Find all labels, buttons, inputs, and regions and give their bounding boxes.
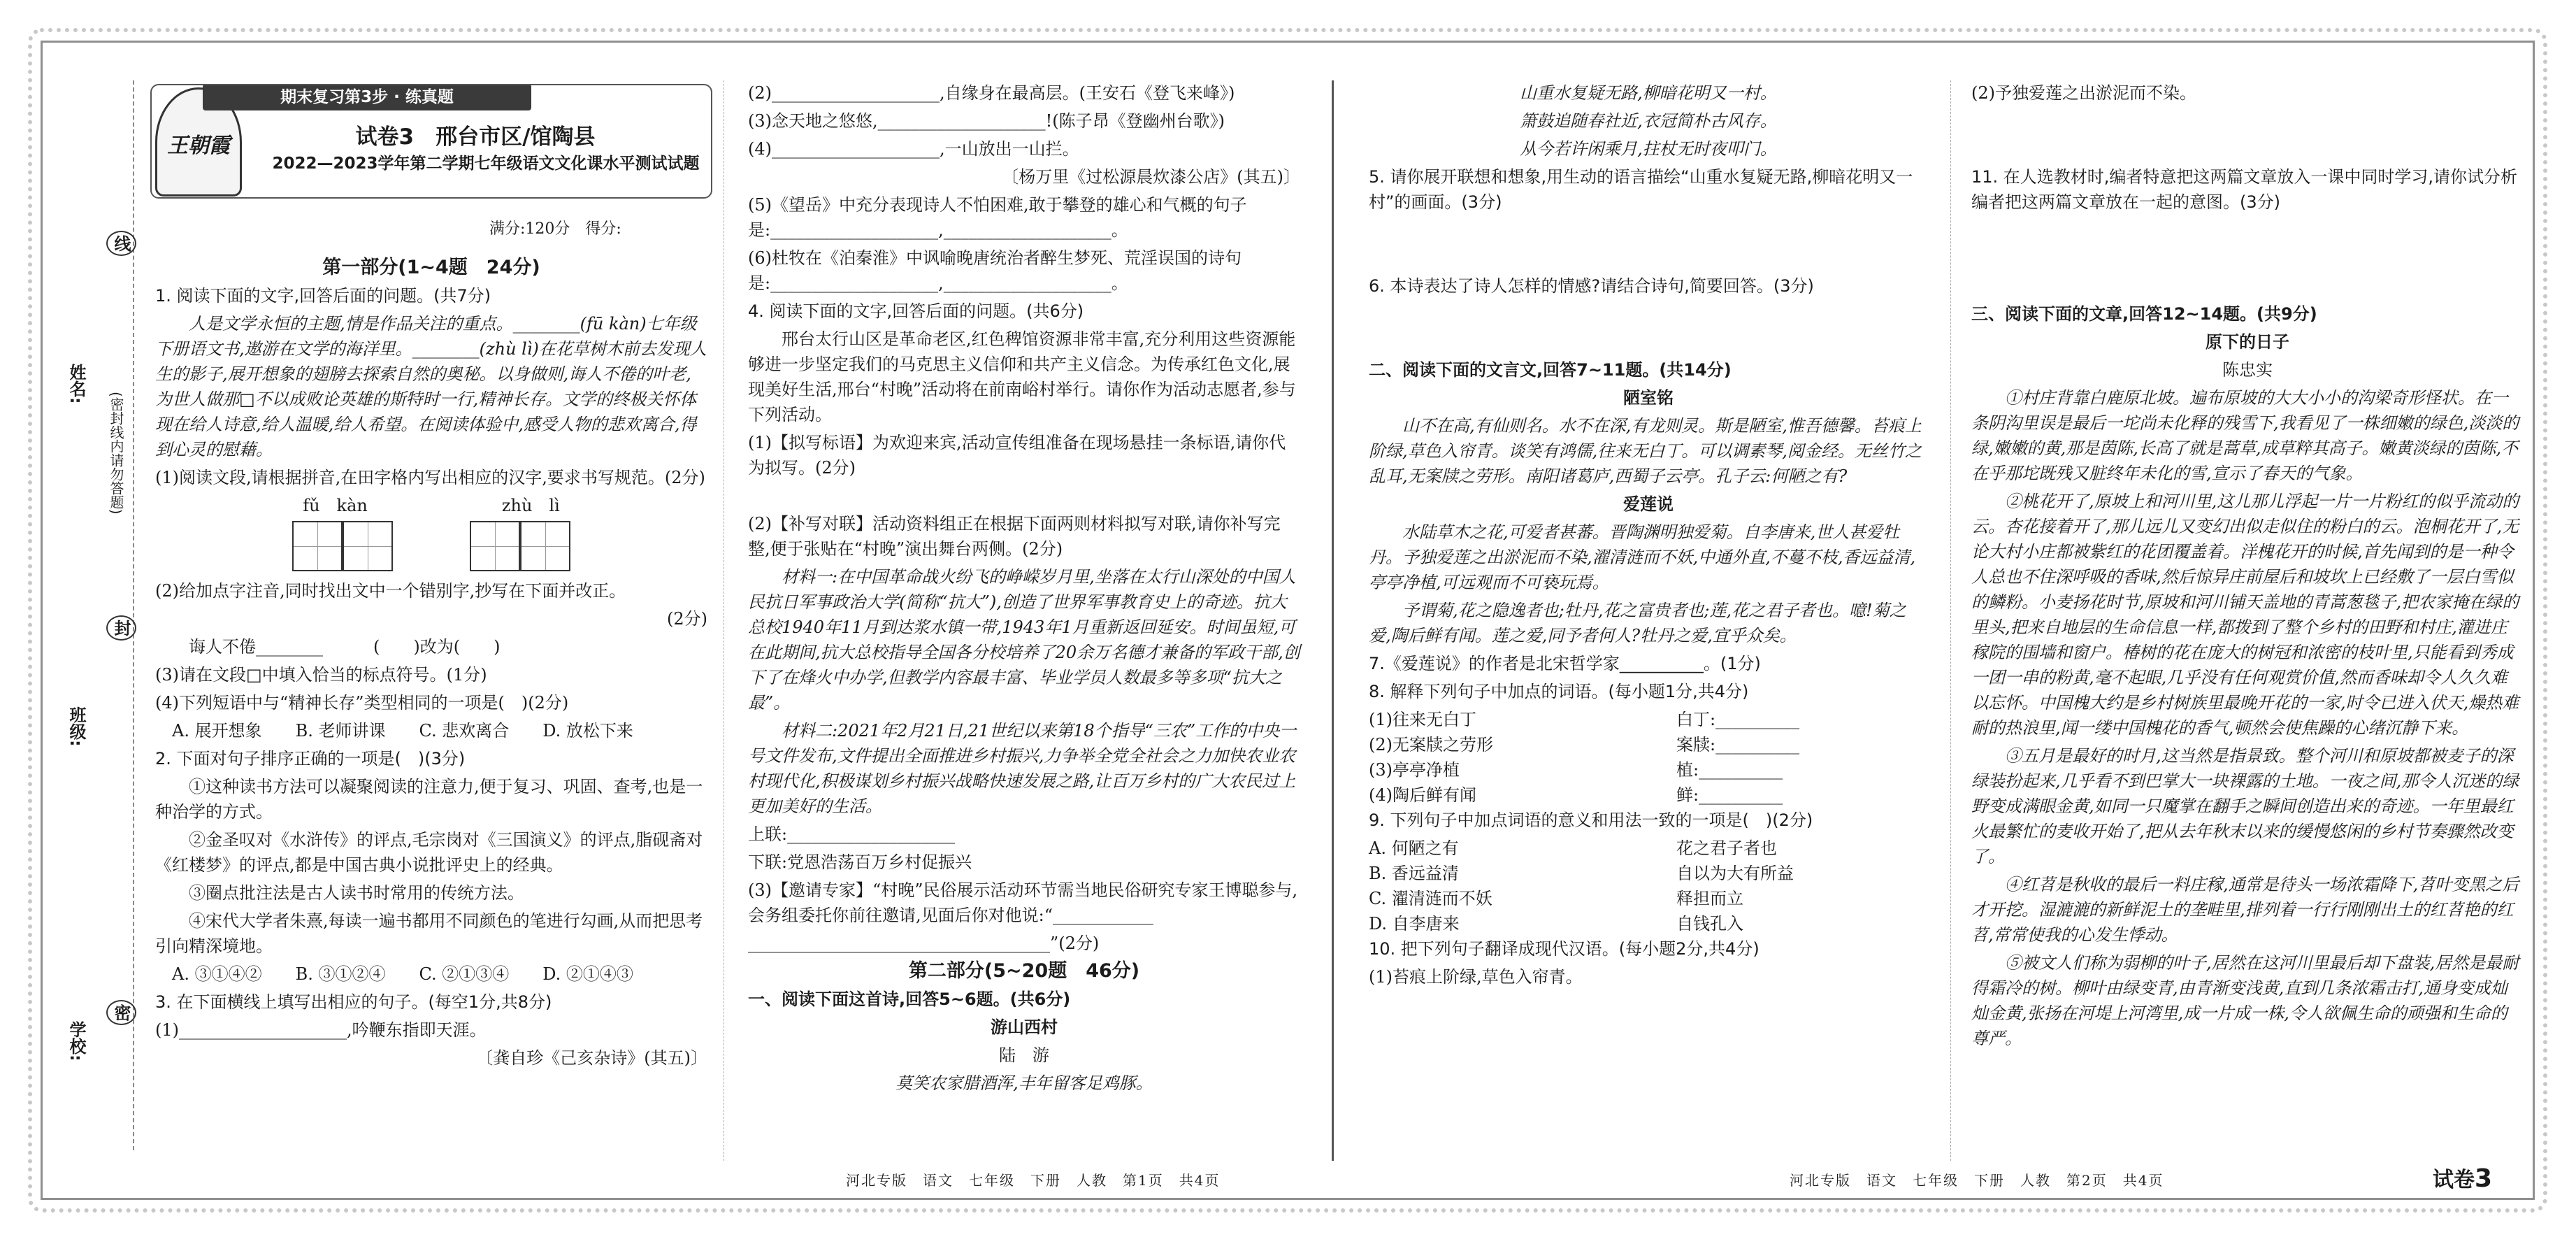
paragraph <box>1971 217 2524 243</box>
paragraph: 5. 请你展开联想和想象,用生动的语言描绘“山重水复疑无路,柳暗花明又一村”的画面。(3分) <box>1369 167 1913 212</box>
paragraph: (3)【邀请专家】“村晚”民俗展示活动环节需当地民俗研究专家王博聪参与,会务组委托你前往邀请,见面后你对他说:“____________ <box>748 880 1298 925</box>
paragraph: ③五月是最好的时月,这当然是指景致。整个河川和原坡都被麦子的深绿装扮起来,几乎看不到巴掌大一块裸露的土地。一夜之间,那令人沉迷的绿野变成满眼金黄,如同一只魔掌在翻手之瞬间创造出来的奇迹。一年里最红火最繁忙的麦收开始了,把从去年秋末以来的缓慢悠闲的乡村节奏骤然改变了。 <box>1971 746 2519 866</box>
option-cell: 植:__________ <box>1676 760 1783 780</box>
option-cell: 自钱孔入 <box>1676 914 1743 934</box>
writing-cell <box>520 521 570 571</box>
option-cell: (1)往来无白丁 <box>1369 710 1476 729</box>
paragraph: ②金圣叹对《水浒传》的评点,毛宗岗对《三国演义》的评点,脂砚斋对《红楼梦》的评点,都是中国古典小说批评史上的经典。 <box>155 830 703 875</box>
column-divider <box>1332 80 1334 1161</box>
option-row <box>1369 886 1928 911</box>
option-cell: A. 何陋之有 <box>1369 838 1459 858</box>
paragraph: (2)予独爱莲之出淤泥而不染。 <box>1971 83 2196 103</box>
paragraph: 7.《爱莲说》的作者是北宋哲学家__________。(1分) <box>1369 654 1761 673</box>
column-2 <box>748 80 1300 1099</box>
paragraph: (6)杜牧在《泊秦淮》中讽喻晚唐统治者醉生梦死、荒淫误国的诗句是:____________________,____________________。 <box>748 248 1242 293</box>
paragraph: 水陆草木之花,可爱者甚蕃。晋陶渊明独爱菊。自李唐来,世人甚爱牡丹。予独爱莲之出淤泥而不染,濯清涟而不妖,中通外直,不蔓不枝,香远益清,亭亭净植,可远观而不可亵玩焉。 <box>1369 522 1916 592</box>
paragraph: 爱莲说 <box>1623 494 1674 514</box>
paragraph: 从今若许闲乘月,拄杖无时夜叩门。 <box>1520 139 1777 159</box>
binding-note: (密封线内请勿答题) <box>108 392 124 515</box>
paragraph: 11. 在人选教材时,编者特意把这两篇文章放入一课中同时学习,请你试分析编者把这两篇文章放在一起的意图。(3分) <box>1971 167 2518 212</box>
option-row <box>1369 911 1928 936</box>
seal-line-text: 线 <box>106 231 136 256</box>
paragraph: 4. 阅读下面的文字,回答后面的问题。(共6分) <box>748 301 1084 321</box>
paragraph: 第二部分(5~20题 46分) <box>908 960 1140 982</box>
paragraph: ③圈点批注法是古人读书时常用的传统方法。 <box>189 883 524 903</box>
paragraph: ④红苕是秋收的最后一料庄稼,通常是待头一场浓霜降下,苕叶变黑之后才开挖。湿漉漉的新鲜泥土的垄畦里,排列着一行行刚刚出土的红苕艳的红苕,常常使我的心发生悸动。 <box>1971 875 2519 945</box>
paragraph: 6. 本诗表达了诗人怎样的情感?请结合诗句,简要回答。(3分) <box>1369 276 1814 296</box>
paragraph: (1)阅读文段,请根据拼音,在田字格内写出相应的汉字,要求书写规范。(2分) <box>155 468 705 487</box>
column-4 <box>1971 80 2524 1054</box>
writing-cell <box>343 521 393 571</box>
option-cell: (2)无案牍之劳形 <box>1369 735 1493 755</box>
paragraph: 材料二:2021年2月21日,21世纪以来第18个指导“三农”工作的中央一号文件发布,文件提出全面推进乡村振兴,力争举全党全社会之力加快农业农村现代化,积极谋划乡村振兴战略快速发展之路,让百万乡村的广大农民过上更加美好的生活。 <box>748 721 1297 816</box>
column-1 <box>155 255 707 1073</box>
paragraph: 下联:党恩浩荡百万乡村促振兴 <box>748 852 972 872</box>
paragraph: 〔龚自珍《己亥杂诗》(其五)〕 <box>476 1048 707 1068</box>
paper-title: 试卷3 邢台市区/馆陶县 <box>355 124 596 150</box>
option-row <box>1369 757 1928 782</box>
option-cell: B. 香远益清 <box>1369 864 1459 883</box>
paragraph: ②桃花开了,原坡上和河川里,这儿那儿浮起一片一片粉红的似乎流动的云。杏花接着开了,那儿远儿又变幻出似走似住的粉白的云。泡桐花开了,无论大村小庄都被紫红的花团覆盖着。洋槐花开的时候,首先闻到的是一种令人总也不住深呼吸的香味,然后惊异庄前屋后和坡坎上已经敷了一层白雪似的鳞粉。小麦扬花时节,原坡和河川铺天盖地的青蒿葱毯子,把农家掩在绿的里头,把来自地层的生命信息一样,都拨到了整个乡村的田野和村庄,灌进庄稼院的围墙和窗户。椿树的花在庞大的树冠和浓密的枝叶里,只能看到秀成一团一串的粉黄,毫不起眼,几乎没有任何观赏价值,然而香味却令人久久难以忘怀。中国槐大约是乡村树族里最晚开花的一家,时令已进入伏天,燥热难耐的热浪里,闻一缕中国槐花的香气,顿然会使焦躁的心绪沉静下来。 <box>1971 492 2519 738</box>
paragraph: (2)给加点字注音,同时找出文中一个错别字,抄写在下面并改正。 <box>155 581 626 601</box>
paragraph: 原下的日子 <box>2206 332 2289 352</box>
option-cell: 白丁:__________ <box>1676 710 1800 729</box>
paper-subtitle: 2022—2023学年第二学期七年级语文文化课水平测试试题 <box>272 155 700 173</box>
paragraph: 陈忠实 <box>2222 360 2273 380</box>
paragraph: 陆 游 <box>999 1045 1049 1065</box>
paragraph <box>1971 136 2524 162</box>
publisher-logo: 王朝霞 <box>155 87 242 196</box>
seal-seal-text: 封 <box>106 615 136 641</box>
paragraph: 箫鼓追随春社近,衣冠简朴古风存。 <box>1520 111 1777 131</box>
paragraph: (4)____________________,一山放出一山拦。 <box>748 139 1079 159</box>
paragraph <box>1971 245 2524 271</box>
footer-page-2: 河北专版 语文 七年级 下册 人教 第2页 共4页 <box>1790 1172 2164 1189</box>
paragraph: (4)下列短语中与“精神长存”类型相同的一项是( )(2分) <box>155 693 569 713</box>
paragraph: fǔ kàn zhù lì <box>303 496 560 515</box>
paragraph: 游山西村 <box>991 1017 1058 1037</box>
option-cell: 自以为大有所益 <box>1676 864 1794 883</box>
school-label: 学校: <box>66 1021 86 1061</box>
paragraph: 1. 阅读下面的文字,回答后面的问题。(共7分) <box>155 286 491 306</box>
paragraph: 〔杨万里《过松源晨炊漆公店》(其五)〕 <box>1002 167 1300 187</box>
paragraph <box>748 483 1300 508</box>
paragraph <box>1369 217 1928 243</box>
option-cell: C. 濯清涟而不妖 <box>1369 889 1492 908</box>
column-3 <box>1369 80 1928 992</box>
writing-cell <box>292 521 343 571</box>
paragraph: 山重水复疑无路,柳暗花明又一村。 <box>1520 83 1777 103</box>
option-cell: 释担而立 <box>1676 889 1743 908</box>
name-label: 姓名: <box>66 364 86 404</box>
paragraph: 材料一:在中国革命战火纷飞的峥嵘岁月里,坐落在太行山深处的中国人民抗日军事政治大学(简称“抗大”),创造了世界军事教育史上的奇迹。抗大总校1940年11月到达浆水镇一带,1943年1月重新返回延安。时间虽短,可在此期间,抗大总校指导全国各分校培养了20余万名德才兼备的军政干部,创下了在烽火中办学,但教学内容最丰富、毕业学员人数最多等多项“抗大之最”。 <box>748 567 1300 713</box>
paragraph <box>1971 273 2524 299</box>
paragraph: 二、阅读下面的文言文,回答7~11题。(共14分) <box>1369 360 1732 380</box>
paragraph: 三、阅读下面的文章,回答12~14题。(共9分) <box>1971 304 2317 324</box>
paragraph: (5)《望岳》中充分表现诗人不怕困难,敢于攀登的雄心和气概的句子是:____________________,____________________。 <box>748 195 1247 240</box>
paragraph: A. 展开想象 B. 老师讲课 C. 悲欢离合 D. 放松下来 <box>155 721 633 741</box>
option-cell: 鲜:__________ <box>1676 785 1783 805</box>
option-cell: 案牍:__________ <box>1676 735 1800 755</box>
option-row <box>1369 732 1928 757</box>
paragraph: 2. 下面对句子排序正确的一项是( )(3分) <box>155 749 466 769</box>
paragraph: 山不在高,有仙则名。水不在深,有龙则灵。斯是陋室,惟吾德馨。苔痕上阶绿,草色入帘青。谈笑有鸿儒,往来无白丁。可以调素琴,阅金经。无丝竹之乱耳,无案牍之劳形。南阳诸葛庐,西蜀子云亭。孔子云:何陋之有? <box>1369 416 1922 486</box>
option-row <box>1369 782 1928 808</box>
option-row <box>1369 861 1928 886</box>
score-line: 满分:120分 得分: <box>489 220 621 238</box>
paragraph <box>1369 329 1928 355</box>
footer-page-1: 河北专版 语文 七年级 下册 人教 第1页 共4页 <box>846 1172 1221 1189</box>
paragraph: 第一部分(1~4题 24分) <box>322 257 540 278</box>
paragraph: 3. 在下面横线上填写出相应的句子。(每空1分,共8分) <box>155 992 552 1012</box>
paragraph: 8. 解释下列句子中加点的词语。(每小题1分,共4分) <box>1369 682 1749 701</box>
paragraph: A. ③①④② B. ③①②④ C. ②①③④ D. ②①④③ <box>155 964 633 984</box>
option-row <box>1369 836 1928 861</box>
paragraph: ①这种读书方法可以凝聚阅读的注意力,便于复习、巩固、查考,也是一种治学的方式。 <box>155 777 703 822</box>
paragraph: 莫笑农家腊酒浑,丰年留客足鸡豚。 <box>895 1073 1153 1093</box>
paragraph: (1)苔痕上阶绿,草色入帘青。 <box>1369 967 1583 987</box>
paragraph: (2)____________________,自缘身在最高层。(王安石《登飞来峰》) <box>748 83 1235 103</box>
class-label: 班级: <box>66 706 86 747</box>
paragraph: (1)【拟写标语】为欢迎来宾,活动宣传组准备在现场悬挂一条标语,请你代为拟写。(2分) <box>748 433 1286 478</box>
paragraph: (3)念天地之悠悠,____________________!(陈子昂《登幽州台歌》) <box>748 111 1225 131</box>
paragraph: 上联:____________________ <box>748 824 956 844</box>
paragraph: 一、阅读下面这首诗,回答5~6题。(共6分) <box>748 989 1071 1009</box>
paragraph <box>1971 108 2524 134</box>
paragraph: 10. 把下列句子翻译成现代汉语。(每小题2分,共4分) <box>1369 939 1760 959</box>
paragraph: ①村庄背靠白鹿原北坡。遍布原坡的大大小小的沟梁奇形怪状。在一条阴沟里误是最后一坨尚未化释的残雪下,我看见了一株细嫩的绿色,淡淡的绿,嫩嫩的黄,那是茵陈,长高了就是蒿草,成草粹其高子。嫩黄淡绿的茵陈,不在乎那坨既残又脏终年未化的雪,宣示了春天的气象。 <box>1971 388 2519 483</box>
paragraph: 予谓菊,花之隐逸者也;牡丹,花之富贵者也;莲,花之君子者也。噫!菊之爱,陶后鲜有闻。莲之爱,同予者何人?牡丹之爱,宜乎众矣。 <box>1369 601 1906 645</box>
option-row <box>1369 707 1928 732</box>
paragraph: (2分) <box>667 609 707 629</box>
pinyin-writing-grid <box>155 521 707 578</box>
option-cell: (4)陶后鲜有闻 <box>1369 785 1476 805</box>
paragraph: 人是文学永恒的主题,情是作品关注的重点。________(fū kàn)七年级下册语文书,遨游在文学的海洋里。________(zhù lì)在花草树木前去发现人生的影子,展开想象的翅膀去探索自然的奥秘。以身做则,诲人不倦的叶老,为世人做那□不以成败论英雄的斯特时一行,精神长存。文学的终极关怀体现在给人诗意,给人温暖,给人希望。在阅读体验中,感受人物的悲欢离合,得到心灵的慰藉。 <box>155 314 707 459</box>
writing-cell <box>470 521 520 571</box>
option-cell: (3)亭亭净植 <box>1369 760 1460 780</box>
option-cell: 花之君子者也 <box>1676 838 1777 858</box>
paragraph: ④宋代大学者朱熹,每读一遍书都用不同颜色的笔进行勾画,从而把思考引向精深境地。 <box>155 911 703 956</box>
review-step-badge: 期末复习第3步 · 练真题 <box>203 84 531 110</box>
paragraph <box>1369 245 1928 271</box>
column-divider <box>1950 80 1951 1161</box>
paragraph: ____________________________________”(2分) <box>748 934 1100 953</box>
paper-number: 试卷3 <box>2433 1164 2493 1193</box>
paragraph: (3)请在文段□中填入恰当的标点符号。(1分) <box>155 665 487 685</box>
paragraph: (2)【补写对联】活动资料组正在根据下面两则材料拟写对联,请你补写完整,便于张贴在“村晚”演出舞台两侧。(2分) <box>748 514 1281 559</box>
paragraph: 9. 下列句子中加点词语的意义和用法一致的一项是( )(2分) <box>1369 810 1813 830</box>
option-cell: D. 自李唐来 <box>1369 914 1460 934</box>
paragraph: 邢台太行山区是革命老区,红色稗馆资源非常丰富,充分利用这些资源能够进一步坚定我们的马克思主义信仰和共产主义信念。为传承红色文化,展现美好生活,邢台“村晚”活动将在前南峪村举行。请你作为活动志愿者,参与下列活动。 <box>748 329 1296 424</box>
paragraph: ⑤被文人们称为弱柳的叶子,居然在这河川里最后却下盘装,居然是最耐得霜冷的树。柳叶由绿变青,由青渐变浅黄,直到几条浓霜击打,通身变成灿灿金黄,张扬在河堤上河湾里,成一片成一株,令人欲佩生命的顽强和生命的尊严。 <box>1971 953 2519 1048</box>
paragraph: (1)____________________,吟鞭东指即天涯。 <box>155 1020 487 1040</box>
seal-secret-text: 密 <box>106 1000 136 1025</box>
paragraph <box>1369 301 1928 327</box>
paragraph: 陋室铭 <box>1623 388 1674 408</box>
paragraph: 诲人不倦________ ( )改为( ) <box>189 637 501 657</box>
